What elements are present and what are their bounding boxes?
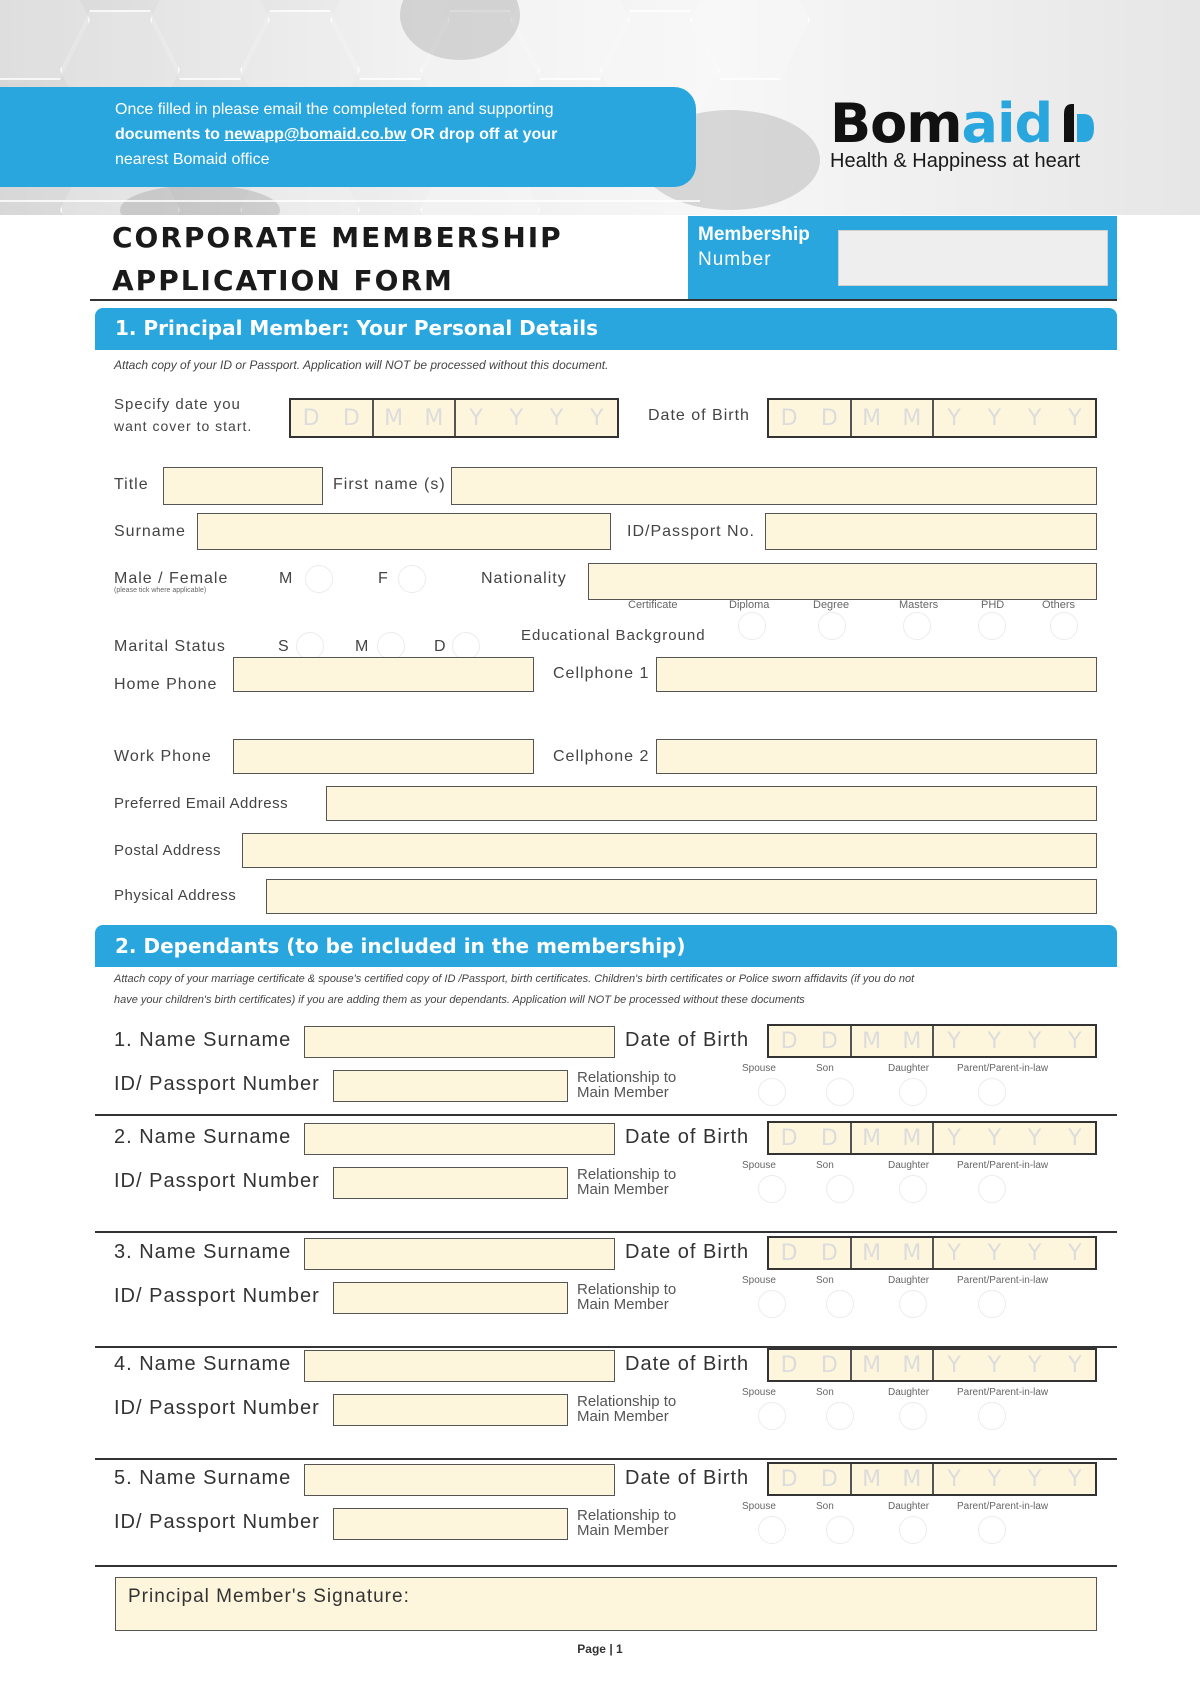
- gender-label: Male / Female: [114, 570, 229, 587]
- marital-status-label: Marital Status: [114, 638, 226, 655]
- relationship-option-daughter: Daughter: [888, 1063, 930, 1074]
- relationship-radio[interactable]: [899, 1402, 927, 1430]
- relationship-option-daughter: Daughter: [888, 1275, 930, 1286]
- relationship-option-son: Son: [816, 1387, 834, 1398]
- cellphone-1-label: Cellphone 1: [553, 665, 650, 682]
- edu-degree-radio[interactable]: [818, 612, 846, 640]
- dependant-dob-label: Date of Birth: [625, 1467, 750, 1489]
- dependant-id-label: ID/ Passport Number: [114, 1285, 320, 1307]
- dob-label: Date of Birth: [648, 407, 750, 424]
- date-digit-cell[interactable]: M: [902, 1125, 922, 1151]
- dependant-divider: [95, 1231, 1117, 1233]
- postal-address-input[interactable]: [242, 833, 1097, 868]
- relationship-radio[interactable]: [758, 1516, 786, 1544]
- date-digit-cell[interactable]: M: [850, 1350, 892, 1380]
- edu-phd-radio[interactable]: [978, 612, 1006, 640]
- date-digit-cell[interactable]: Y: [987, 1125, 1002, 1151]
- work-phone-input[interactable]: [233, 739, 534, 774]
- date-digit-cell[interactable]: Y: [1027, 1240, 1042, 1266]
- date-digit-cell[interactable]: M: [850, 1238, 892, 1268]
- date-digit-cell[interactable]: Y: [932, 1123, 974, 1153]
- relationship-label-2: Main Member: [577, 1084, 669, 1101]
- bomaid-logo: [830, 92, 1052, 155]
- instruction-line-1: Once filled in please email the completed form and supporting: [115, 101, 554, 118]
- relationship-radio[interactable]: [978, 1516, 1006, 1544]
- membership-number-input[interactable]: [838, 230, 1108, 286]
- start-date-input[interactable]: [289, 398, 619, 438]
- date-digit-cell[interactable]: Y: [1068, 1240, 1082, 1266]
- relationship-option-daughter: Daughter: [888, 1160, 930, 1171]
- dependant-name-label: 3. Name Surname: [114, 1241, 292, 1263]
- date-digit-cell[interactable]: D: [820, 1028, 838, 1054]
- dependant-id-label: ID/ Passport Number: [114, 1511, 320, 1533]
- relationship-option-spouse: Spouse: [742, 1501, 776, 1512]
- instruction-prefix: documents to: [115, 126, 225, 143]
- relationship-option-son: Son: [816, 1160, 834, 1171]
- date-digit-cell[interactable]: D: [780, 405, 798, 431]
- relationship-label: Relationship to: [577, 1507, 677, 1524]
- relationship-option-son: Son: [816, 1501, 834, 1512]
- relationship-radio[interactable]: [899, 1175, 927, 1203]
- relationship-option-parent-parent-in-law: Parent/Parent-in-law: [957, 1160, 1049, 1171]
- date-digit-cell[interactable]: D: [780, 1466, 798, 1492]
- dependant-dob-label: Date of Birth: [625, 1029, 750, 1051]
- date-digit-cell[interactable]: M: [372, 400, 414, 436]
- dependant-dob-input[interactable]: [767, 1462, 1097, 1496]
- physical-address-input[interactable]: [266, 879, 1097, 914]
- date-digit-cell[interactable]: Y: [932, 1464, 974, 1494]
- date-digit-cell[interactable]: Y: [1027, 405, 1042, 431]
- relationship-label-2: Main Member: [577, 1408, 669, 1425]
- form-title-line-1: CORPORATE MEMBERSHIP: [112, 221, 563, 254]
- gender-m-label: M: [279, 570, 294, 587]
- relationship-option-spouse: Spouse: [742, 1063, 776, 1074]
- edu-option-certificate: Certificate: [628, 599, 678, 611]
- relationship-label: Relationship to: [577, 1393, 677, 1410]
- logo-mark-icon: [1060, 104, 1094, 142]
- dependant-dob-input[interactable]: [767, 1024, 1097, 1058]
- edu-option-diploma: Diploma: [729, 599, 770, 611]
- date-digit-cell[interactable]: M: [850, 1123, 892, 1153]
- date-digit-cell[interactable]: M: [850, 1026, 892, 1056]
- marital-s-label: S: [278, 638, 290, 655]
- date-digit-cell[interactable]: M: [902, 1466, 922, 1492]
- date-digit-cell[interactable]: Y: [1027, 1125, 1042, 1151]
- dependant-id-label: ID/ Passport Number: [114, 1397, 320, 1419]
- edu-option-degree: Degree: [813, 599, 850, 611]
- section-2-title: 2. Dependants (to be included in the membership): [115, 934, 686, 958]
- relationship-label-2: Main Member: [577, 1522, 669, 1539]
- marital-m-radio[interactable]: [377, 632, 405, 660]
- dependant-name-input[interactable]: [304, 1464, 615, 1496]
- relationship-radio[interactable]: [978, 1402, 1006, 1430]
- title-input[interactable]: [163, 467, 323, 505]
- date-digit-cell[interactable]: Y: [1068, 405, 1082, 431]
- dependant-name-input[interactable]: [304, 1238, 615, 1270]
- date-digit-cell[interactable]: D: [820, 1466, 838, 1492]
- marital-m-label: M: [355, 638, 370, 655]
- relationship-radio[interactable]: [899, 1078, 927, 1106]
- section-1-note: Attach copy of your ID or Passport. Application will NOT be processed without this document.: [114, 358, 609, 372]
- relationship-radio[interactable]: [758, 1290, 786, 1318]
- dependant-id-label: ID/ Passport Number: [114, 1170, 320, 1192]
- dependant-dob-input[interactable]: [767, 1121, 1097, 1155]
- relationship-option-spouse: Spouse: [742, 1275, 776, 1286]
- date-digit-cell[interactable]: Y: [1027, 1352, 1042, 1378]
- date-digit-cell[interactable]: Y: [509, 405, 524, 431]
- date-digit-cell[interactable]: Y: [987, 1240, 1002, 1266]
- edu-option-masters: Masters: [899, 599, 939, 611]
- date-digit-cell[interactable]: Y: [987, 1466, 1002, 1492]
- date-digit-cell[interactable]: Y: [987, 1352, 1002, 1378]
- membership-number-label: Number: [698, 249, 772, 270]
- date-digit-cell[interactable]: D: [820, 1125, 838, 1151]
- edu-option-others: Others: [1042, 599, 1076, 611]
- relationship-label: Relationship to: [577, 1166, 677, 1183]
- date-digit-cell[interactable]: D: [780, 1125, 798, 1151]
- dependant-id-input[interactable]: [333, 1167, 568, 1199]
- nationality-input[interactable]: [588, 563, 1097, 600]
- relationship-radio[interactable]: [758, 1078, 786, 1106]
- marital-d-label: D: [434, 638, 447, 655]
- work-phone-label: Work Phone: [114, 748, 212, 765]
- page-number: Page | 1: [577, 1642, 623, 1656]
- home-phone-input[interactable]: [233, 657, 534, 692]
- dependant-divider: [95, 1114, 1117, 1116]
- first-name-input[interactable]: [451, 467, 1097, 505]
- start-date-label-1: Specify date you: [114, 396, 241, 413]
- relationship-radio[interactable]: [826, 1175, 854, 1203]
- section-2-note-line-2: have your children's birth certificates) if you are adding them as your dependants. Application will NOT be processed without these documents: [114, 994, 805, 1006]
- dependant-dob-input[interactable]: [767, 1348, 1097, 1382]
- relationship-radio[interactable]: [978, 1175, 1006, 1203]
- date-digit-cell[interactable]: M: [902, 1352, 922, 1378]
- postal-address-label: Postal Address: [114, 842, 222, 859]
- education-label: Educational Background: [521, 627, 706, 644]
- relationship-label-2: Main Member: [577, 1296, 669, 1313]
- date-digit-cell[interactable]: Y: [932, 400, 974, 436]
- date-digit-cell[interactable]: M: [424, 405, 444, 431]
- marital-d-radio[interactable]: [452, 632, 480, 660]
- dependant-id-input[interactable]: [333, 1070, 568, 1102]
- dependant-name-label: 4. Name Surname: [114, 1353, 292, 1375]
- date-digit-cell[interactable]: Y: [1068, 1125, 1082, 1151]
- cellphone-1-input[interactable]: [656, 657, 1097, 692]
- date-digit-cell[interactable]: D: [820, 1352, 838, 1378]
- surname-label: Surname: [114, 523, 186, 540]
- relationship-radio[interactable]: [758, 1175, 786, 1203]
- dependant-dob-label: Date of Birth: [625, 1241, 750, 1263]
- gender-f-label: F: [378, 570, 389, 587]
- dependant-name-label: 2. Name Surname: [114, 1126, 292, 1148]
- date-digit-cell[interactable]: M: [902, 1028, 922, 1054]
- title-label: Title: [114, 476, 149, 493]
- section-1-title: 1. Principal Member: Your Personal Details: [115, 316, 599, 340]
- nationality-label: Nationality: [481, 570, 567, 587]
- membership-label: Membership: [698, 224, 810, 245]
- relationship-label-2: Main Member: [577, 1181, 669, 1198]
- date-digit-cell[interactable]: Y: [1068, 1028, 1082, 1054]
- dependant-dob-input[interactable]: [767, 1236, 1097, 1270]
- relationship-label: Relationship to: [577, 1069, 677, 1086]
- gender-m-radio[interactable]: [305, 565, 333, 593]
- dependant-name-label: 5. Name Surname: [114, 1467, 292, 1489]
- date-digit-cell[interactable]: D: [780, 1028, 798, 1054]
- relationship-radio[interactable]: [978, 1290, 1006, 1318]
- first-name-label: First name (s): [333, 476, 446, 493]
- date-digit-cell[interactable]: D: [302, 405, 320, 431]
- date-digit-cell[interactable]: Y: [1027, 1028, 1042, 1054]
- relationship-radio[interactable]: [899, 1290, 927, 1318]
- relationship-label: Relationship to: [577, 1281, 677, 1298]
- date-digit-cell[interactable]: D: [820, 1240, 838, 1266]
- date-digit-cell[interactable]: Y: [1027, 1466, 1042, 1492]
- dependant-name-input[interactable]: [304, 1026, 615, 1058]
- title-divider: [90, 299, 1117, 301]
- date-digit-cell[interactable]: M: [902, 1240, 922, 1266]
- date-digit-cell[interactable]: Y: [932, 1026, 974, 1056]
- relationship-radio[interactable]: [826, 1516, 854, 1544]
- relationship-radio[interactable]: [826, 1290, 854, 1318]
- dependant-dob-label: Date of Birth: [625, 1126, 750, 1148]
- id-passport-input[interactable]: [765, 513, 1097, 550]
- marital-s-radio[interactable]: [296, 632, 324, 660]
- instruction-text: [115, 97, 675, 172]
- dependant-id-input[interactable]: [333, 1508, 568, 1540]
- relationship-option-son: Son: [816, 1275, 834, 1286]
- date-digit-cell[interactable]: Y: [987, 1028, 1002, 1054]
- dependant-id-input[interactable]: [333, 1282, 568, 1314]
- instruction-line-2: [115, 122, 675, 147]
- edu-option-phd: PHD: [981, 599, 1005, 611]
- instruction-suffix: OR drop off at your: [406, 126, 558, 143]
- start-date-label-2: want cover to start.: [114, 418, 253, 434]
- email-label: Preferred Email Address: [114, 795, 289, 812]
- physical-address-label: Physical Address: [114, 887, 237, 904]
- surname-input[interactable]: [197, 513, 611, 550]
- signature-label: Principal Member's Signature:: [128, 1586, 410, 1607]
- relationship-option-parent-parent-in-law: Parent/Parent-in-law: [957, 1501, 1049, 1512]
- dependant-id-input[interactable]: [333, 1394, 568, 1426]
- form-title-line-2: APPLICATION FORM: [112, 264, 454, 297]
- email-input[interactable]: [326, 786, 1097, 821]
- date-digit-cell[interactable]: M: [902, 405, 922, 431]
- date-digit-cell[interactable]: D: [780, 1352, 798, 1378]
- edu-diploma-radio[interactable]: [738, 612, 766, 640]
- section-2-note-line-1: Attach copy of your marriage certificate & spouse's certified copy of ID /Passport, birth certificates. Children's birth certificates or Police sworn affidavits (if you do not: [114, 973, 915, 985]
- date-digit-cell[interactable]: M: [850, 400, 892, 436]
- date-digit-cell[interactable]: Y: [590, 405, 604, 431]
- date-digit-cell[interactable]: D: [820, 405, 838, 431]
- logo-text-accent: aid: [961, 92, 1053, 155]
- relationship-option-daughter: Daughter: [888, 1501, 930, 1512]
- email-link[interactable]: newapp@bomaid.co.bw: [224, 126, 407, 143]
- relationship-option-parent-parent-in-law: Parent/Parent-in-law: [957, 1275, 1049, 1286]
- relationship-radio[interactable]: [758, 1402, 786, 1430]
- dependant-id-label: ID/ Passport Number: [114, 1073, 320, 1095]
- logo-tagline: Health & Happiness at heart: [830, 150, 1081, 172]
- date-digit-cell[interactable]: Y: [1068, 1352, 1082, 1378]
- form-title: [112, 216, 563, 302]
- date-digit-cell[interactable]: Y: [932, 1238, 974, 1268]
- home-phone-label: Home Phone: [114, 676, 218, 693]
- relationship-radio[interactable]: [899, 1516, 927, 1544]
- dob-input[interactable]: [767, 398, 1097, 438]
- relationship-option-son: Son: [816, 1063, 834, 1074]
- relationship-option-spouse: Spouse: [742, 1160, 776, 1171]
- date-digit-cell[interactable]: D: [780, 1240, 798, 1266]
- relationship-radio[interactable]: [826, 1078, 854, 1106]
- gender-hint: (please tick where applicable): [114, 587, 207, 594]
- dependant-name-input[interactable]: [304, 1123, 615, 1155]
- date-digit-cell[interactable]: M: [850, 1464, 892, 1494]
- cellphone-2-input[interactable]: [656, 739, 1097, 774]
- date-digit-cell[interactable]: Y: [932, 1350, 974, 1380]
- relationship-radio[interactable]: [826, 1402, 854, 1430]
- date-digit-cell[interactable]: Y: [549, 405, 564, 431]
- relationship-option-daughter: Daughter: [888, 1387, 930, 1398]
- relationship-option-spouse: Spouse: [742, 1387, 776, 1398]
- cellphone-2-label: Cellphone 2: [553, 748, 650, 765]
- instruction-line-3: nearest Bomaid office: [115, 151, 270, 168]
- edu-others-radio[interactable]: [1050, 612, 1078, 640]
- dependant-name-input[interactable]: [304, 1350, 615, 1382]
- date-digit-cell[interactable]: D: [342, 405, 360, 431]
- dependant-divider: [95, 1458, 1117, 1460]
- signature-divider: [95, 1565, 1117, 1567]
- dependant-name-label: 1. Name Surname: [114, 1029, 292, 1051]
- relationship-option-parent-parent-in-law: Parent/Parent-in-law: [957, 1063, 1049, 1074]
- id-passport-label: ID/Passport No.: [627, 523, 755, 540]
- date-digit-cell[interactable]: Y: [1068, 1466, 1082, 1492]
- relationship-option-parent-parent-in-law: Parent/Parent-in-law: [957, 1387, 1049, 1398]
- logo-text-dark: Bom: [830, 92, 962, 155]
- date-digit-cell[interactable]: Y: [987, 405, 1002, 431]
- relationship-radio[interactable]: [978, 1078, 1006, 1106]
- dependant-dob-label: Date of Birth: [625, 1353, 750, 1375]
- gender-f-radio[interactable]: [398, 565, 426, 593]
- edu-masters-radio[interactable]: [903, 612, 931, 640]
- date-digit-cell[interactable]: Y: [454, 400, 496, 436]
